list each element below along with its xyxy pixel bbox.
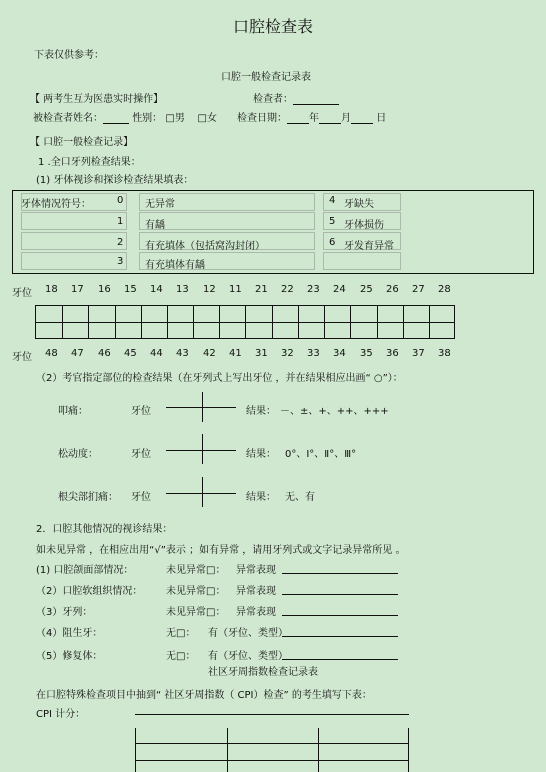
cpi-grid[interactable] [135,728,409,772]
item-5-abnormal: 有（牙位、类型） [208,651,288,662]
examinee-label: 被检查者姓名： [33,113,103,124]
gender-label: 性别： [132,113,163,124]
male-checkbox[interactable]: □男 [165,113,185,124]
cpi-note: 在口腔特殊检查项目中抽到“ 社区牙周指数（ CPI）检查” 的考生填写下表： [36,690,372,701]
item-4-abnormal: 有（牙位、类型） [208,628,288,639]
lower-tooth-number-38: 38 [438,348,451,359]
upper-tooth-label: 牙位 [12,288,32,299]
legend-code-0: 0 [117,195,124,206]
legend-code-5: 5 [329,216,336,227]
item-2-label: （2）口腔软组织情况： [36,586,143,597]
item-3-abnormal: 异常表现 [236,607,276,618]
month-label: 月 [341,113,351,124]
item-5-blank[interactable] [282,659,398,660]
day-label: 日 [376,113,387,124]
upper-tooth-number-27: 27 [412,284,425,295]
item-1-normal[interactable]: 未见异常□： [166,565,226,576]
legend-code-4: 4 [329,195,336,206]
lower-tooth-number-48: 48 [45,348,58,359]
pair-note: 【 两考生互为医患实时操作】 [30,94,164,105]
lower-tooth-number-33: 33 [307,348,320,359]
apical-label: 根尖部扪痛： [58,492,118,503]
mobility-result-options[interactable]: 0°、Ⅰ°、Ⅱ°、Ⅲ° [285,449,357,460]
year-label: 年 [309,113,319,124]
lower-tooth-number-31: 31 [255,348,268,359]
lower-tooth-number-46: 46 [98,348,111,359]
upper-tooth-number-15: 15 [124,284,137,295]
tooth-symbol-legend [12,190,534,274]
legend-desc-1: 有龋 [145,220,165,231]
upper-tooth-number-12: 12 [203,284,216,295]
item-2-abnormal: 异常表现 [236,586,276,597]
question-1: 1 .全口牙列检查结果： [38,157,141,168]
upper-tooth-number-18: 18 [45,284,58,295]
upper-tooth-number-26: 26 [386,284,399,295]
percussion-result-options[interactable]: －、±、+、++、+++ [280,406,389,417]
examinee-blank[interactable] [103,113,129,124]
item-2-normal[interactable]: 未见异常□： [166,586,226,597]
apical-tooth-label: 牙位 [131,492,151,503]
legend-code-2: 2 [117,237,124,248]
form-subtitle: 口腔一般检查记录表 [221,72,311,83]
item-3-blank[interactable] [282,615,398,616]
percussion-label: 叩痛： [58,406,88,417]
percussion-result-label: 结果： [246,406,276,417]
legend-header: 牙体情况符号： [21,199,91,210]
mobility-tooth-label: 牙位 [131,449,151,460]
lower-tooth-number-43: 43 [176,348,189,359]
page-title: 口腔检查表 [232,17,313,36]
exam-date-row [237,109,386,124]
legend-desc-3: 有充填体有龋 [145,260,205,271]
lower-tooth-number-34: 34 [333,348,346,359]
female-checkbox[interactable]: □女 [197,113,217,124]
legend-desc-4: 牙缺失 [344,199,374,210]
upper-tooth-number-24: 24 [333,284,346,295]
upper-tooth-number-14: 14 [150,284,163,295]
percussion-tooth-label: 牙位 [131,406,151,417]
item-4-label: （4）阻生牙： [36,628,103,639]
upper-tooth-number-17: 17 [71,284,84,295]
tooth-chart-grid[interactable] [35,305,455,339]
lower-tooth-number-37: 37 [412,348,425,359]
exam-date-label: 检查日期： [237,113,287,124]
item-5-normal[interactable]: 无□： [166,651,196,662]
upper-tooth-number-25: 25 [360,284,373,295]
examiner-label: 检查者： [253,94,293,105]
lower-tooth-number-42: 42 [203,348,216,359]
examiner-blank[interactable] [293,94,339,105]
lower-tooth-label: 牙位 [12,352,32,363]
upper-tooth-number-16: 16 [98,284,111,295]
item-4-blank[interactable] [282,636,398,637]
lower-tooth-number-41: 41 [229,348,242,359]
lower-tooth-number-32: 32 [281,348,294,359]
intro-text: 下表仅供参考： [34,50,104,61]
upper-tooth-number-11: 11 [229,284,242,295]
month-blank[interactable] [319,113,341,124]
item-3-normal[interactable]: 未见异常□： [166,607,226,618]
cpi-score-blank[interactable] [135,714,409,715]
item-1-blank[interactable] [282,573,398,574]
lower-tooth-number-35: 35 [360,348,373,359]
year-blank[interactable] [287,113,309,124]
upper-tooth-number-23: 23 [307,284,320,295]
legend-desc-2: 有充填体（包括窝沟封闭） [145,241,265,252]
question-3-note: 如未见异常 ，在相应出用“√”表示 ；如有异常 ，请用牙列式或文字记录异常所见 。 [36,545,406,556]
item-4-normal[interactable]: 无□： [166,628,196,639]
item-1-abnormal: 异常表现 [236,565,276,576]
legend-desc-5: 牙体损伤 [344,220,384,231]
upper-tooth-number-13: 13 [176,284,189,295]
item-1-label: (1) 口腔颌面部情况： [36,565,134,576]
lower-tooth-number-44: 44 [150,348,163,359]
upper-tooth-number-21: 21 [255,284,268,295]
question-2: （2）考官指定部位的检查结果（在牙列式上写出牙位 ，并在结果相应出画“ ○”）： [36,373,403,384]
cpi-score-label: CPI 计分： [36,709,86,720]
section-general: 【 口腔一般检查记录】 [30,137,134,148]
mobility-result-label: 结果： [246,449,276,460]
legend-desc-0: 无异常 [145,199,175,210]
upper-tooth-number-22: 22 [281,284,294,295]
apical-result-options[interactable]: 无、有 [285,492,315,503]
cpi-title: 社区牙周指数检查记录表 [208,667,318,678]
lower-tooth-number-47: 47 [71,348,84,359]
lower-tooth-number-36: 36 [386,348,399,359]
legend-code-6: 6 [329,237,336,248]
upper-tooth-number-28: 28 [438,284,451,295]
item-2-blank[interactable] [282,594,398,595]
examinee-row [33,109,217,124]
mobility-label: 松动度： [58,449,98,460]
item-5-label: （5）修复体： [36,651,103,662]
legend-code-1: 1 [117,216,124,227]
legend-code-3: 3 [117,256,124,267]
item-3-label: （3）牙列： [36,607,93,618]
apical-result-label: 结果： [246,492,276,503]
question-3: 2．口腔其他情况的视诊结果： [36,524,173,535]
examiner-field[interactable] [253,90,339,105]
legend-desc-6: 牙发育异常 [344,241,394,252]
question-1-1: (1) 牙体视诊和探诊检查结果填表： [36,175,194,186]
lower-tooth-number-45: 45 [124,348,137,359]
day-blank[interactable] [351,113,373,124]
